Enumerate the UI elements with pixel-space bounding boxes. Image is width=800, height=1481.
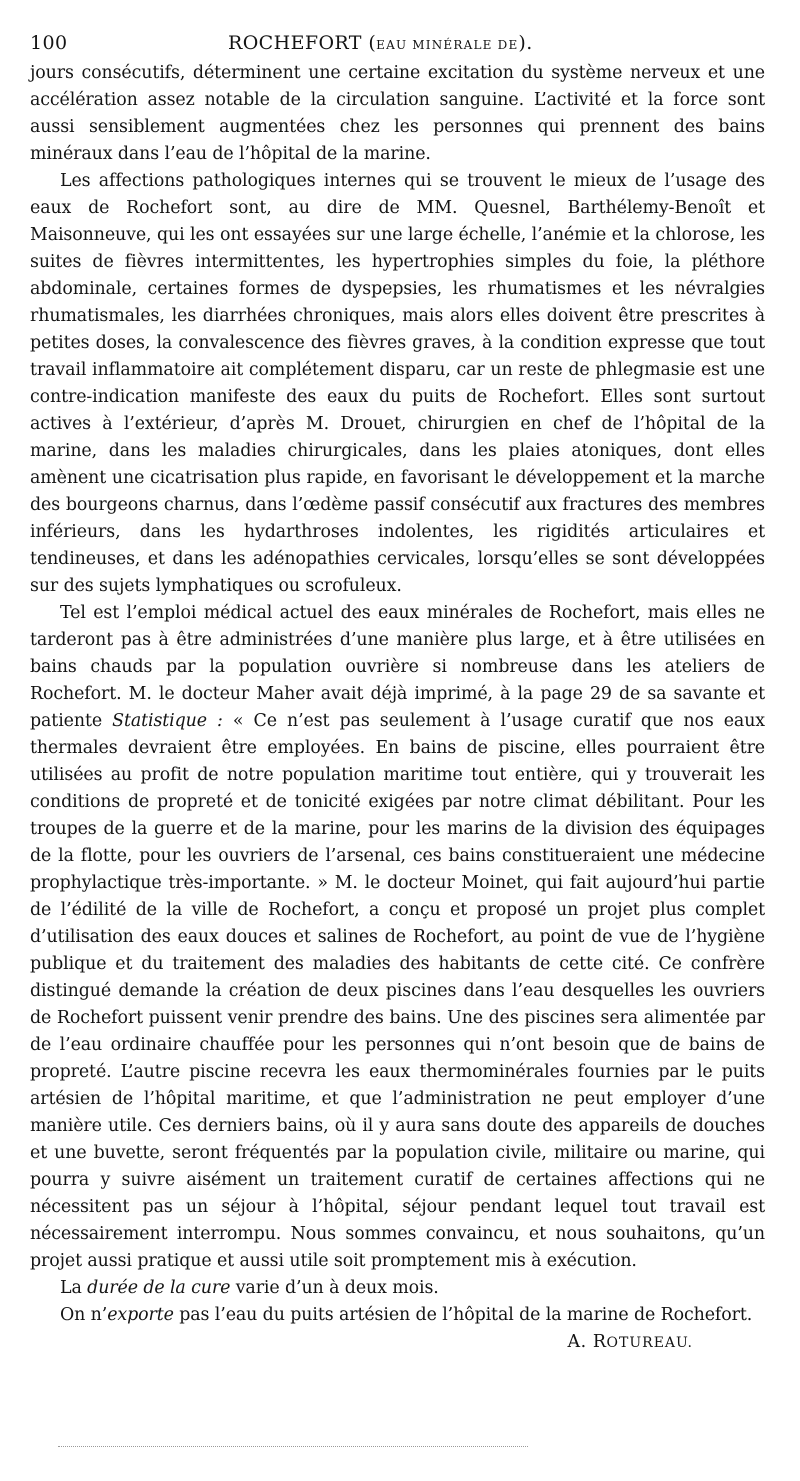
paragraph-affections: Les affections pathologiques internes qui se trouvent le mieux de l’usage des eaux de Rochefort sont, au dire de MM. Quesnel, Barthélemy-Benoît et Maisonneuve, qui les ont essayées sur une large échelle, l’anémie et la chlorose, les suites de fièvres intermittentes, les hypertrophies simples du foie, la pléthore abdominale, certaines formes de dyspepsies, les rhumatismes et les névralgies rhumatismales, les diarrhées chroniques, mais alors elles doivent être prescrites à petites doses, la convalescence des fièvres graves, à la condition expresse que tout travail inflammatoire ait complétement disparu, car un reste de phlegmasie est une contre-indication manifeste des eaux du puits de Rochefort. Elles sont surtout actives à l’extérieur, d’après M. Drouet, chirurgien en chef de l’hôpital de la marine, dans les maladies chirurgicales, dans les plaies atoniques, dont elles amènent une cicatrisation plus rapide, en favorisant le développement et la marche des bourgeons charnus, dans l’œdème passif consécutif aux fractures des membres inférieurs, dans les hydarthroses indolentes, les rigidités articulaires et tendineuses, et dans les adénopathies cervicales, lorsqu’elles se sont développées sur des sujets lymphatiques ou scrofuleux.	[30, 171, 765, 596]
usage-text-before: Tel est l’emploi médical actuel des eaux minérales de Rochefort, mais elles ne tarderont pas à être administrées d’une manière plus large, et à être utilisées en bains chauds par la population ouvrière si nombreuse dans les ateliers de Rochefort. M. le docteur Maher avait déjà imprimé, à la page 29 de sa savante et patiente	[30, 603, 765, 731]
signature-small-caps: OTUREAU.	[606, 1335, 693, 1351]
duree-text-after: varie d’un à deux mois.	[230, 1278, 439, 1298]
signature-line	[30, 1329, 765, 1357]
document-page	[30, 30, 765, 1357]
duree-text-before: La	[60, 1278, 88, 1298]
export-text-before: On n’	[60, 1305, 108, 1325]
export-italic: exporte	[107, 1305, 174, 1325]
running-title-small: EAU MINÉRALE DE	[376, 38, 519, 52]
paragraph-duree	[30, 1275, 765, 1302]
paragraph-export	[30, 1302, 765, 1329]
running-title-close: ).	[518, 32, 533, 54]
duree-italic: durée de la cure	[87, 1278, 231, 1298]
export-text-after: pas l’eau du puits artésien de l’hôpital de la marine de Rochefort.	[173, 1305, 753, 1325]
usage-text-after: « Ce n’est pas seulement à l’usage curatif que nos eaux thermales devraient être employées. En bains de piscine, elles pourraient être utilisées au profit de notre population maritime tout entière, qui y trouverait les conditions de propreté et de tonicité exigées par notre climat débilitant. Pour les troupes de la guerre et de la marine, pour les marins de la division des équipages de la flotte, pour les ouvriers de l’arsenal, ces bains constitueraient une médecine prophylactique très-importante. » M. le docteur Moinet, qui fait aujourd’hui partie de l’édilité de la ville de Rochefort, a conçu et proposé un projet plus complet d’utilisation des eaux douces et salines de Rochefort, au point de vue de l’hygiène publique et du traitement des maladies des habitants de cette cité. Ce confrère distingué demande la création de deux piscines dans l’eau desquelles les ouvriers de Rochefort puissent venir prendre des bains. Une des piscines sera alimentée par de l’eau ordinaire chauffée pour les personnes qui n’ont besoin que de bains de propreté. L’autre piscine recevra les eaux thermominérales fournies par le puits artésien de l’hôpital maritime, et que l’administration ne peut employer d’une manière utile. Ces derniers bains, où il y aura sans doute des appareils de douches et une buvette, seront fréquentés par la population civile, militaire ou marine, qui pourra y suivre aisément un traitement curatif de certaines affections qui ne nécessitent pas un séjour à l’hôpital, séjour pendant lequel tout travail est nécessairement interrompu. Nous sommes convaincu, et nous souhaitons, qu’un projet aussi pratique et aussi utile soit promptement mis à exécution.	[30, 711, 765, 1271]
usage-italic-statistique: Statistique :	[112, 711, 223, 731]
footer-dotted-rule	[58, 1446, 528, 1447]
body-text	[30, 60, 765, 1357]
paragraph-continued: jours consécutifs, déterminent une certaine excitation du système nerveux et une accélération assez notable de la circulation sanguine. L’activité et la force sont aussi sensiblement augmentées chez les personnes qui prennent des bains minéraux dans l’eau de l’hôpital de la marine.	[30, 63, 765, 164]
page-header	[30, 30, 765, 60]
author-signature	[567, 1329, 693, 1357]
paragraph-usage	[30, 600, 765, 1275]
signature-initial: A. R	[567, 1332, 607, 1352]
running-title-open: (	[368, 32, 377, 54]
running-title	[228, 30, 533, 58]
page-number: 100	[30, 32, 68, 54]
running-title-main: ROCHEFORT	[228, 32, 362, 54]
